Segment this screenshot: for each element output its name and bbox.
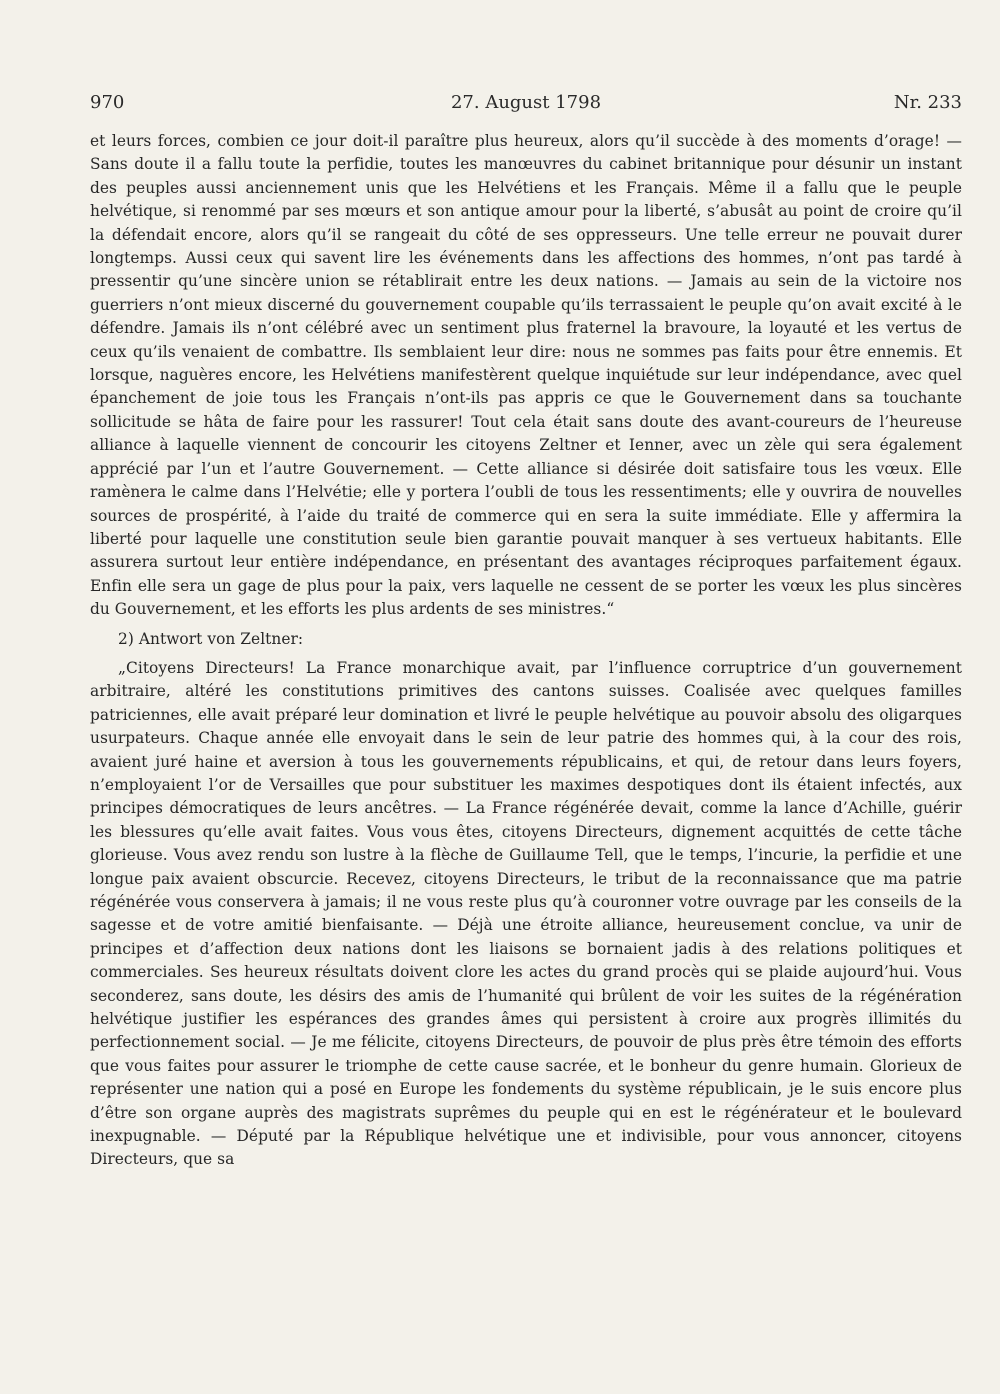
document-number: Nr. 233 [893, 92, 962, 113]
paragraph-1: et leurs forces, combien ce jour doit-il paraître plus heureux, alors qu’il succède à des moments d’orage! — Sans doute il a fallu toute la perfidie, toutes les manœuvres du cabinet britannique pour désunir un instant des peuples aussi anciennement unis que les Helvétiens et les Français. Même il a fallu que le peuple helvétique, si renommé par ses mœurs et son antique amour pour la liberté, s’abusât au point de croire qu’il la défendait encore, alors qu’il se rangeait du côté de ses oppresseurs. Une telle erreur ne pouvait durer longtemps. Aussi ceux qui savent lire les événements dans les affections des hommes, n’ont pas tardé à pressentir qu’une sincère union se rétablirait entre les deux nations. — Jamais au sein de la victoire nos guerriers n’ont mieux discerné du gouvernement coupable qu’ils terrassaient le peuple qu’on avait excité à le défendre. Jamais ils n’ont célébré avec un sentiment plus fraternel la bravoure, la loyauté et les vertus de ceux qu’ils venaient de combattre. Ils semblaient leur dire: nous ne sommes pas faits pour être ennemis. Et lorsque, naguères encore, les Helvétiens manifestèrent quelque inquiétude sur leur indépendance, avec quel épanchement de joie tous les Français n’ont-ils pas appris ce que le Gouvernement dans sa touchante sollicitude se hâta de faire pour les rassurer! Tout cela était sans doute des avant-coureurs de l’heureuse alliance à laquelle viennent de concourir les citoyens Zeltner et Ienner, avec un zèle qui sera également apprécié par l’un et l’autre Gouvernement. — Cette alliance si désirée doit satisfaire tous les vœux. Elle ramènera le calme dans l’Helvétie; elle y portera l’oubli de tous les ressentiments; elle y ouvrira de nouvelles sources de prospérité, à l’aide du traité de commerce qui en sera la suite immédiate. Elle y affermira la liberté pour laquelle une constitution seule bien garantie pouvait manquer à ses vertueux habitants. Elle assurera surtout leur entière indépendance, en présentant des avantages réciproques parfaitement égaux. Enfin elle sera un gage de plus pour la paix, vers laquelle ne cessent de se porter les vœux les plus sincères du Gouvernement, et les efforts les plus ardents de ses ministres.“ [90, 132, 962, 619]
page-number: 970 [90, 92, 125, 113]
page-header [90, 92, 962, 118]
page-body [90, 130, 962, 1172]
header-date: 27. August 1798 [450, 92, 602, 113]
paragraph-2: „Citoyens Directeurs! La France monarchique avait, par l’influence corruptrice d’un gouvernement arbitraire, altéré les constitutions primitives des cantons suisses. Coalisée avec quelques familles patriciennes, elle avait préparé leur domination et livré le peuple helvétique au pouvoir absolu des oligarques usurpateurs. Chaque année elle envoyait dans le sein de leur patrie des hommes qui, à la cour des rois, avaient juré haine et aversion à tous les gouvernements républicains, et qui, de retour dans leurs foyers, n’employaient l’or de Versailles que pour substituer les maximes despotiques dont ils étaient infectés, aux principes démocratiques de leurs ancêtres. — La France régénérée devait, comme la lance d’Achille, guérir les blessures qu’elle avait faites. Vous vous êtes, citoyens Directeurs, dignement acquittés de cette tâche glorieuse. Vous avez rendu son lustre à la flèche de Guillaume Tell, que le temps, l’incurie, la perfidie et une longue paix avaient obscurcie. Recevez, citoyens Directeurs, le tribut de la reconnaissance que ma patrie régénérée vous conservera à jamais; il ne vous reste plus qu’à couronner votre ouvrage par les conseils de la sagesse et de votre amitié bienfaisante. — Déjà une étroite alliance, heureusement conclue, va unir de principes et d’affection deux nations dont les liaisons se bornaient jadis à des relations politiques et commerciales. Ses heureux résultats doivent clore les actes du grand procès qui se plaide aujourd’hui. Vous seconderez, sans doute, les désirs des amis de l’humanité qui brûlent de voir les suites de la régénération helvétique justifier les espérances des grandes âmes qui persistent à croire aux progrès illimités du perfectionnement social. — Je me félicite, citoyens Directeurs, de pouvoir de plus près être témoin des efforts que vous faites pour assurer le triomphe de cette cause sacrée, et le bonheur du genre humain. Glorieux de représenter une nation qui a posé en Europe les fondements du système républicain, je le suis encore plus d’être son organe auprès des magistrats suprêmes du peuple qui en est le régénérateur et le boulevard inexpugnable. — Député par la République helvétique une et indivisible, pour vous annoncer, citoyens Directeurs, que sa [90, 658, 962, 1169]
section-heading: 2) Antwort von Zeltner: [118, 629, 304, 648]
